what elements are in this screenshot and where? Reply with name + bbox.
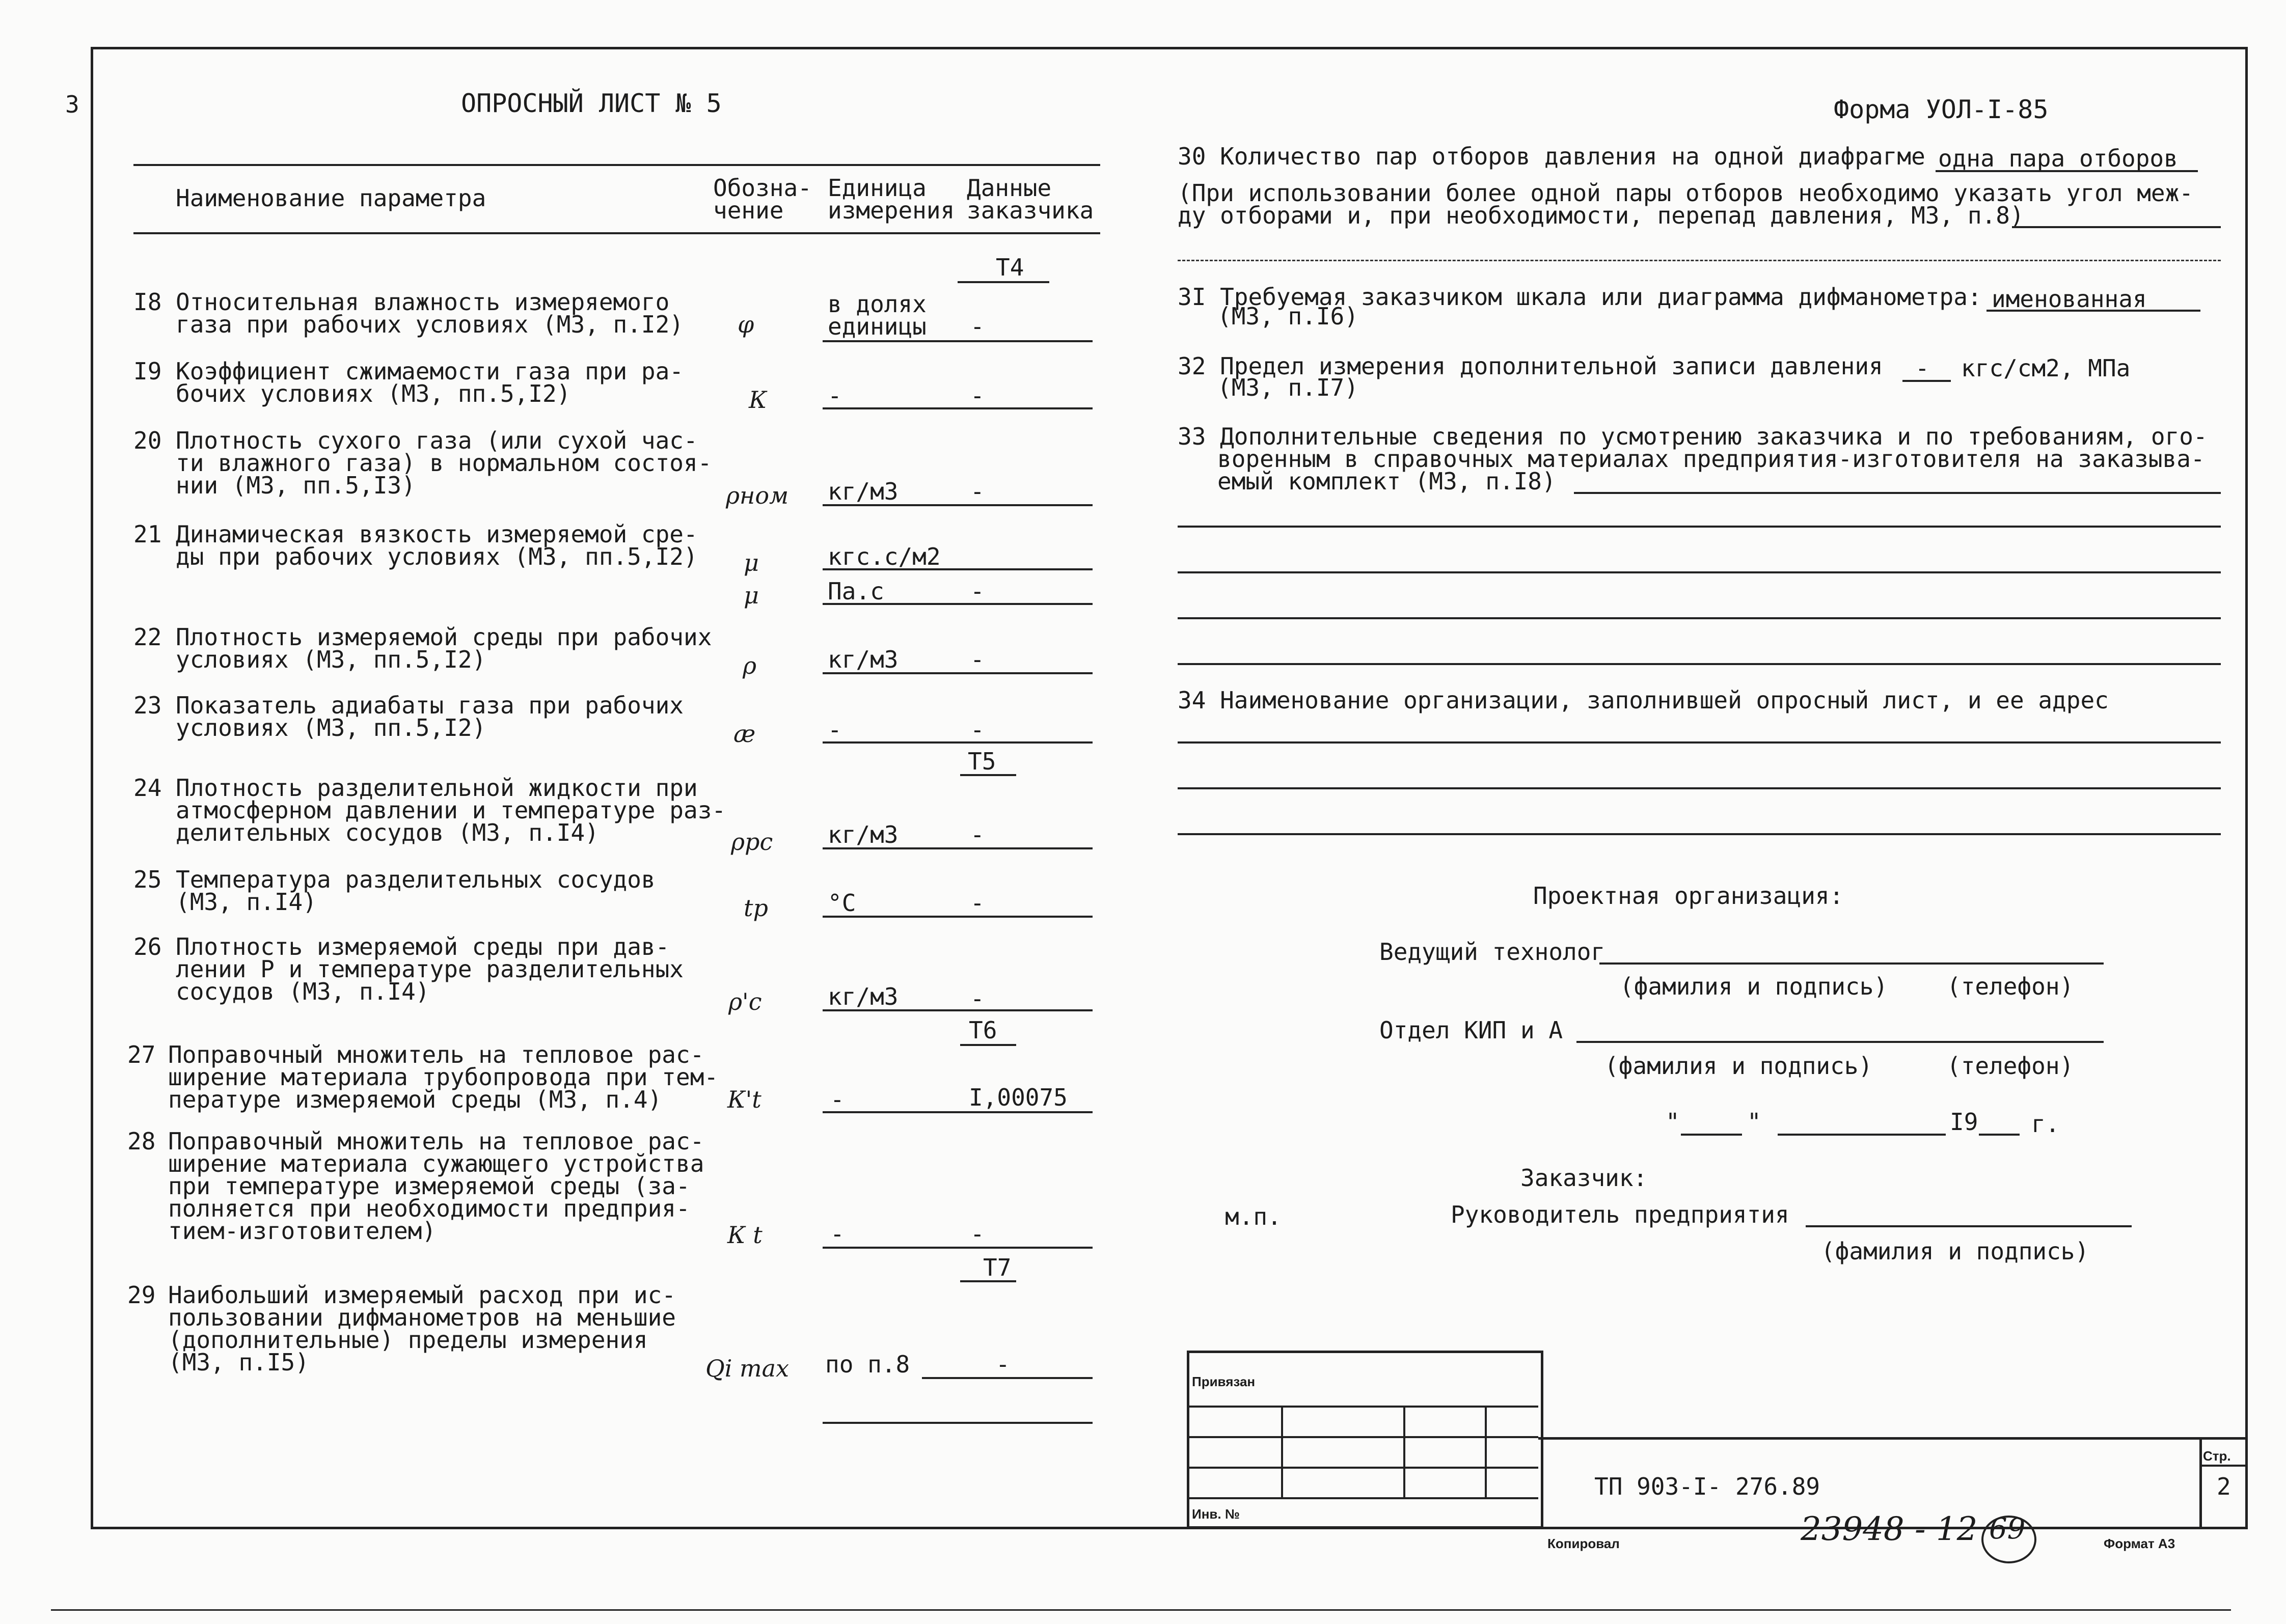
row-number: 21 — [133, 520, 162, 548]
row-underline — [823, 1009, 1093, 1011]
row-number: 29 — [127, 1281, 156, 1309]
phone-hint: (телефон) — [1947, 973, 2074, 1000]
row-underline — [823, 603, 1093, 605]
row-label-line: Плотность разделительной жидкости при — [176, 774, 698, 802]
answer-31: именованная — [1992, 285, 2147, 313]
page-title: ОПРОСНЫЙ ЛИСТ № 5 — [461, 89, 722, 118]
row-label-line: ширение материала трубопровода при тем- — [168, 1063, 719, 1091]
row-unit: - — [830, 1086, 845, 1113]
name-sig-hint: (фамилия и подпись) — [1821, 1237, 2089, 1265]
table-tag: Т5 — [968, 748, 996, 775]
bottom-edge — [51, 1609, 2231, 1611]
answer-32: - — [1915, 354, 1929, 382]
row-underline — [823, 1422, 1093, 1424]
row-label-line: (МЗ, п.I4) — [176, 888, 317, 916]
question-31-ref: (МЗ, п.I6) — [1217, 302, 1358, 330]
row-unit-line: в долях — [828, 290, 927, 318]
lead-tech-line — [1599, 962, 2104, 965]
row-unit: кгс.с/м2 — [828, 543, 941, 570]
row-underline — [823, 568, 1093, 570]
answer-32-underline — [1902, 380, 1951, 382]
name-sig-hint: (фамилия и подпись) — [1620, 973, 1888, 1000]
form-label: Форма УОЛ-I-85 — [1834, 95, 2049, 124]
row-number: 26 — [133, 933, 162, 960]
row-value: - — [970, 382, 985, 409]
row-label-line: условиях (МЗ, пп.5,I2) — [176, 714, 486, 741]
customer-label: Заказчик: — [1520, 1164, 1648, 1192]
date-year-line — [1979, 1134, 2020, 1136]
answer-line — [2012, 226, 2221, 228]
row-label-line: пользовании дифманометров на меньшие — [168, 1304, 676, 1331]
date-month-line — [1778, 1134, 1946, 1136]
header-sym-1: Обозна- — [713, 174, 812, 202]
row-symbol: ρном — [726, 482, 789, 509]
date-year: I9 — [1950, 1108, 1978, 1136]
row-label-line: полняется при необходимости предприя- — [168, 1195, 690, 1222]
circled-number: 69 — [1989, 1512, 2026, 1546]
name-sig-hint: (фамилия и подпись) — [1604, 1052, 1873, 1080]
frame-top — [91, 47, 2246, 49]
answer-31-underline — [1986, 310, 2200, 312]
row-label-line: (МЗ, п.I5) — [168, 1348, 309, 1376]
question-30-note: ду отборами и, при необходимости, перепад давления, МЗ, п.8) — [1178, 202, 2024, 229]
row-unit: по п.8 — [825, 1351, 910, 1378]
row-number: 23 — [133, 692, 162, 719]
row-unit: °С — [828, 889, 856, 917]
answer-line — [1178, 787, 2221, 789]
handwritten-number: 23948 - 12 — [1801, 1510, 1978, 1548]
row-symbol: Qi max — [705, 1355, 790, 1382]
frame-left — [91, 47, 93, 1529]
lead-tech-label: Ведущий технолог — [1379, 938, 1605, 966]
row-label-line: Поправочный множитель на тепловое рас- — [168, 1041, 704, 1068]
row-unit: - — [830, 1220, 845, 1248]
question-33: емый комплект (МЗ, п.I8) — [1217, 467, 1556, 495]
title-block-top — [1538, 1437, 2246, 1440]
row-label-line: делительных сосудов (МЗ, п.I4) — [176, 819, 599, 846]
date-quote-close: " — [1747, 1108, 1761, 1136]
head-label: Руководитель предприятия — [1451, 1201, 1789, 1228]
row-label-line: Плотность сухого газа (или сухой час- — [176, 427, 698, 454]
row-number: 22 — [133, 623, 162, 651]
row-symbol: ρрс — [731, 828, 773, 856]
row-underline — [823, 407, 1093, 409]
head-line — [1806, 1225, 2132, 1227]
row-label-line: Коэффициент сжимаемости газа при ра- — [176, 357, 684, 385]
row-value: I,00075 — [969, 1084, 1068, 1111]
row-symbol: К t — [727, 1221, 763, 1249]
header-rule-top — [133, 164, 1100, 166]
row-unit: - — [828, 716, 842, 744]
row-underline — [823, 1247, 1093, 1249]
document-code: ТП 903-I- 276.89 — [1594, 1473, 1820, 1500]
table-tag: Т6 — [969, 1016, 997, 1044]
row-symbol: К — [749, 386, 767, 414]
row-number: I9 — [133, 357, 162, 385]
row-underline — [823, 847, 1093, 849]
answer-line — [1178, 571, 2221, 573]
answer-line — [1178, 833, 2221, 835]
question-33: 33 Дополнительные сведения по усмотрению заказчика и по требованиям, ого- — [1178, 423, 2208, 450]
date-day-line — [1681, 1134, 1742, 1136]
row-number: 27 — [127, 1041, 156, 1068]
row-label-line: пературе измеряемой среды (МЗ, п.4) — [168, 1086, 662, 1113]
row-value: - — [970, 821, 985, 848]
row-underline — [823, 340, 1093, 342]
row-label-line: атмосферном давлении и температуре раз- — [176, 796, 726, 824]
stamp-col — [1403, 1406, 1405, 1497]
row-label-line: газа при рабочих условиях (МЗ, п.I2) — [176, 311, 684, 338]
page-box-number: 2 — [2217, 1473, 2231, 1500]
date-quote-open: " — [1666, 1108, 1680, 1136]
stamp-col — [1485, 1406, 1487, 1497]
page-number: 3 — [65, 91, 79, 118]
stamp-col — [1281, 1406, 1283, 1497]
row-symbol: tр — [744, 894, 768, 922]
page-box-label: Стр. — [2203, 1448, 2231, 1464]
row-symbol: μ — [744, 582, 759, 609]
header-rule-bottom — [133, 232, 1100, 234]
row-unit: кг/м3 — [828, 821, 899, 848]
row-unit: - — [828, 382, 842, 409]
row-label-line: нии (МЗ, пп.5,I3) — [176, 472, 416, 499]
answer-line — [1178, 741, 2221, 744]
date-year-suffix: г. — [2031, 1110, 2060, 1138]
row-unit: кг/м3 — [828, 983, 899, 1010]
row-label-line: Плотность измеряемой среды при дав- — [176, 933, 670, 960]
tag-underline — [958, 281, 1049, 283]
table-tag: Т4 — [996, 254, 1024, 281]
row-symbol: æ — [733, 720, 756, 748]
row-underline — [823, 1111, 1093, 1113]
header-param: Наименование параметра — [176, 184, 486, 212]
kip-line — [1576, 1041, 2104, 1043]
row-value: - — [970, 478, 985, 505]
answer-30: одна пара отборов — [1938, 145, 2178, 172]
row-label-line: Поправочный множитель на тепловое рас- — [168, 1127, 704, 1155]
row-number: 28 — [127, 1127, 156, 1155]
row-underline — [922, 1377, 1093, 1379]
row-label-line: лении Р и температуре разделительных — [176, 955, 684, 983]
question-33: воренным в справочных материалах предприятия-изготовителя на заказыва- — [1217, 445, 2205, 473]
answer-32-unit: кгс/см2, МПа — [1961, 354, 2131, 382]
question-34: 34 Наименование организации, заполнившей опросный лист, и ее адрес — [1178, 686, 2109, 714]
frame-right — [2245, 47, 2248, 1529]
tag-underline — [960, 1280, 1016, 1282]
row-value: - — [970, 313, 985, 340]
phone-hint: (телефон) — [1947, 1052, 2074, 1080]
row-label-line: Показатель адиабаты газа при рабочих — [176, 692, 684, 719]
row-label-line: условиях (МЗ, пп.5,I2) — [176, 646, 486, 673]
row-symbol: φ — [738, 311, 754, 338]
kip-label: Отдел КИП и А — [1379, 1016, 1563, 1044]
header-unit-2: измерения — [828, 197, 955, 224]
row-value: - — [970, 985, 985, 1012]
row-value: - — [970, 716, 985, 744]
row-label-line: ды при рабочих условиях (МЗ, пп.5,I2) — [176, 543, 698, 570]
question-32-ref: (МЗ, п.I7) — [1217, 374, 1358, 401]
row-underline — [823, 672, 1093, 674]
stamp-privyazan: Привязан — [1192, 1374, 1256, 1389]
tag-underline — [960, 1044, 1016, 1046]
question-32: 32 Предел измерения дополнительной записи давления — [1178, 352, 1883, 380]
header-unit-1: Единица — [828, 174, 927, 202]
row-label-line: бочих условиях (МЗ, пп.5,I2) — [176, 380, 571, 407]
row-label-line: при температуре измеряемой среды (за- — [168, 1172, 690, 1200]
row-label-line: ширение материала сужающего устройства — [168, 1150, 704, 1177]
answer-line — [1178, 526, 2221, 528]
header-sym-2: чение — [713, 197, 784, 224]
stamp-inv: Инв. № — [1192, 1506, 1240, 1522]
row-number: I8 — [133, 288, 162, 316]
row-label-line: (дополнительные) пределы измерения — [168, 1326, 648, 1354]
row-unit: Па.с — [828, 577, 884, 605]
row-label-line: Динамическая вязкость измеряемой сре- — [176, 520, 698, 548]
mp-label: м.п. — [1225, 1203, 1282, 1230]
copied-label: Копировал — [1547, 1536, 1620, 1551]
question-30: 30 Количество пар отборов давления на одной диафрагме — [1178, 143, 1925, 170]
row-underline — [823, 916, 1093, 918]
row-value: - — [970, 889, 985, 917]
answer-line — [1178, 617, 2221, 619]
row-unit: кг/м3 — [828, 646, 899, 673]
row-label-line: Наибольший измеряемый расход при ис- — [168, 1281, 676, 1309]
tag-underline — [960, 774, 1016, 776]
row-value: - — [970, 577, 985, 605]
row-label-line: тием-изготовителем) — [168, 1217, 437, 1245]
answer-30-underline — [1936, 170, 2198, 172]
header-data-1: Данные — [967, 174, 1052, 202]
row-symbol: К't — [727, 1086, 761, 1113]
answer-line — [1178, 663, 2221, 665]
row-label-line: ти влажного газа) в нормальном состоя- — [176, 449, 712, 477]
header-data-2: заказчика — [967, 197, 1094, 224]
stamp-rule — [1187, 1497, 1538, 1499]
row-underline — [823, 741, 1093, 744]
question-31: 3I Требуемая заказчиком шкала или диаграмма дифманометра: — [1178, 283, 1982, 311]
row-value: - — [970, 1220, 985, 1248]
format-label: Формат А3 — [2104, 1536, 2175, 1551]
answer-line — [1178, 260, 2221, 261]
row-value: - — [996, 1351, 1010, 1378]
row-symbol: ρ — [743, 652, 757, 679]
row-label-line: сосудов (МЗ, п.I4) — [176, 978, 430, 1005]
row-label-line: Температура разделительных сосудов — [176, 866, 656, 893]
row-underline — [823, 504, 1093, 506]
row-unit-line: единицы — [828, 313, 927, 340]
row-symbol: μ — [744, 549, 759, 576]
row-unit: кг/м3 — [828, 478, 899, 505]
answer-line — [1574, 492, 2221, 494]
row-label-line: Плотность измеряемой среды при рабочих — [176, 623, 712, 651]
row-value: - — [970, 646, 985, 673]
table-tag: Т7 — [983, 1254, 1012, 1281]
project-org-label: Проектная организация: — [1533, 882, 1844, 910]
row-number: 24 — [133, 774, 162, 802]
question-30-note: (При использовании более одной пары отборов необходимо указать угол меж- — [1178, 179, 2193, 207]
row-label-line: Относительная влажность измеряемого — [176, 288, 670, 316]
row-symbol: ρ'с — [728, 988, 762, 1015]
row-number: 20 — [133, 427, 162, 454]
row-number: 25 — [133, 866, 162, 893]
